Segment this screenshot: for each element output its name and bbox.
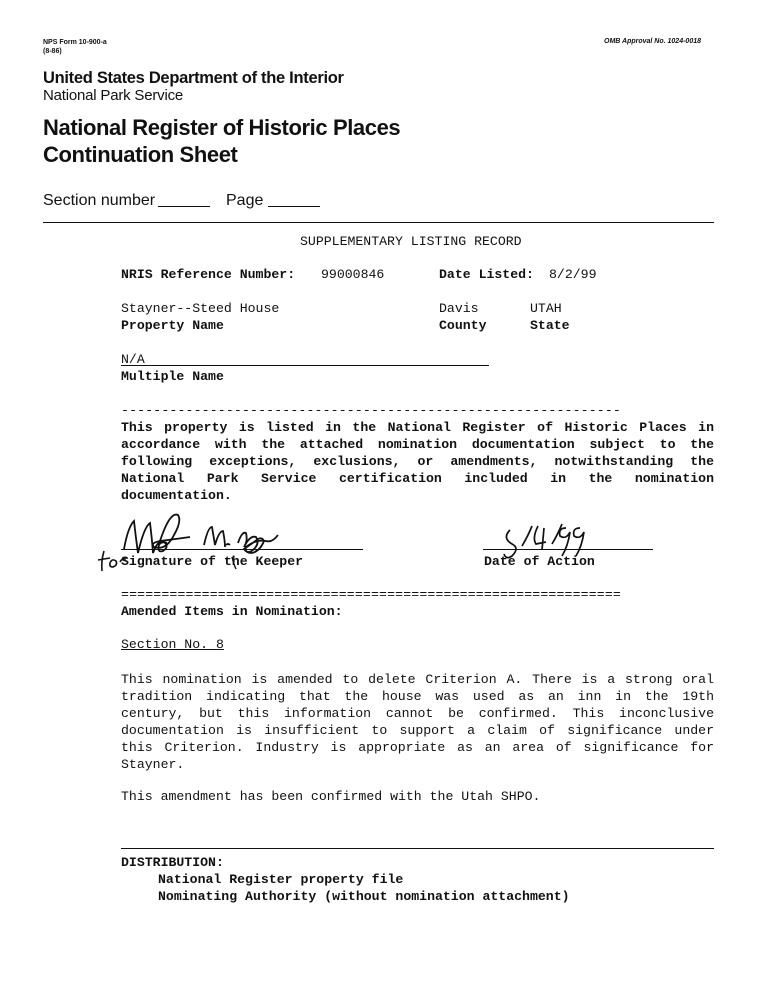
amendment-confirmation: This amendment has been confirmed with the Utah SHPO. — [121, 789, 541, 804]
property-name-label: Property Name — [121, 318, 224, 333]
state-label: State — [530, 318, 570, 333]
service-name: National Park Service — [43, 87, 184, 104]
distribution-item: National Register property file — [158, 872, 404, 887]
page-number-field — [268, 206, 320, 207]
dash-separator: -------------------------------------------------------------- — [121, 403, 621, 418]
section-number-label: Section number — [43, 192, 156, 209]
multiple-name-label: Multiple Name — [121, 369, 224, 384]
amendment-text: This nomination is amended to delete Criterion A. There is a strong oral tradition indicating that the house was used as an inn in the 19th century, but this information cannot be confirmed. This inconclusive documentation is insufficient to support a claim of significance under this Criterion. Industry is appropriate as an area of significance for Stayner. — [121, 672, 714, 772]
county-label: County — [439, 318, 487, 333]
section-number-field — [158, 206, 210, 207]
omb-approval: OMB Approval No. 1024-0018 — [604, 38, 701, 45]
department-name: United States Department of the Interior — [43, 69, 344, 87]
header-divider — [43, 222, 714, 223]
distribution-item: Nominating Authority (without nomination attachment) — [158, 889, 570, 904]
date-listed-label: Date Listed: — [439, 267, 534, 282]
date-listed-value: 8/2/99 — [549, 267, 597, 282]
section-reference: Section No. 8 — [121, 637, 224, 652]
property-name-value: Stayner--Steed House — [121, 301, 280, 316]
date-of-action-line — [483, 549, 653, 550]
nris-value: 99000846 — [321, 267, 385, 282]
signature-label: Signature of the Keeper — [121, 554, 304, 569]
signature-line — [121, 549, 363, 550]
multiple-name-value: N/A — [121, 352, 145, 367]
nris-label: NRIS Reference Number: — [121, 267, 296, 282]
form-number-line2: (8-86) — [43, 48, 62, 55]
multiple-name-underline — [121, 365, 489, 366]
distribution-divider — [121, 848, 714, 849]
state-value: UTAH — [530, 301, 562, 316]
amended-items-label: Amended Items in Nomination: — [121, 604, 343, 619]
page-label: Page — [226, 192, 264, 209]
listing-statement: This property is listed in the National Register of Historic Places in accordance with the attached nomination documentation subject to the following exceptions, exclusions, or amendments, notwithstanding the National Park Service certification included in the nomination documentation. — [121, 420, 714, 503]
county-value: Davis — [439, 301, 479, 316]
form-number-line1: NPS Form 10-900-a — [43, 39, 107, 46]
equals-separator: ============================================================== — [121, 587, 621, 602]
page-title: National Register of Historic Places — [43, 115, 401, 140]
record-title: SUPPLEMENTARY LISTING RECORD — [300, 234, 522, 249]
date-of-action-label: Date of Action — [484, 554, 595, 569]
distribution-label: DISTRIBUTION: — [121, 855, 224, 870]
form-number — [43, 38, 107, 56]
page-subtitle: Continuation Sheet — [43, 142, 238, 167]
